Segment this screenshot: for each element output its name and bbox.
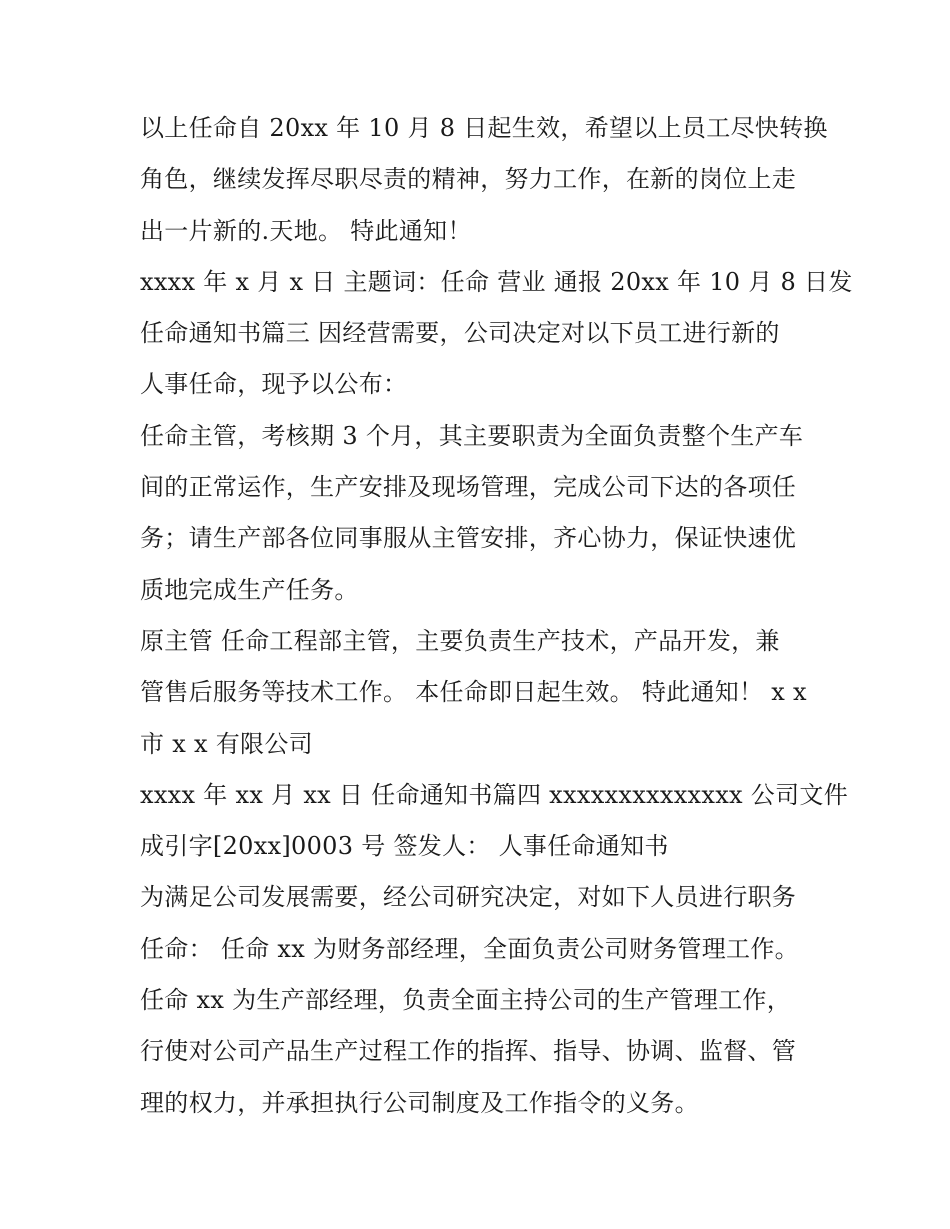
text-line-8: 间的正常运作，生产安排及现场管理，完成公司下达的各项任 (140, 473, 797, 502)
text-line-1: 以上任命自 20xx 年 10 月 8 日起生效，希望以上员工尽快转换 (140, 114, 828, 142)
text-line-3: 出一片新的.天地。 特此通知！ (140, 216, 472, 245)
text-line-14: xxxx 年 xx 月 xx 日 任命通知书篇四 xxxxxxxxxxxxxx 公司文件 (140, 780, 849, 809)
text-line-20: 理的权力，并承担执行公司制度及工作指令的义务。 (140, 1088, 699, 1117)
text-line-19: 行使对公司产品生产过程工作的指挥、指导、协调、监督、管 (140, 1037, 797, 1066)
text-line-13: 市 x x 有限公司 (140, 729, 313, 758)
text-line-4: xxxx 年 x 月 x 日 主题词：任命 营业 通报 20xx 年 10 月 8 日发 (140, 267, 853, 296)
text-line-5: 任命通知书篇三 因经营需要，公司决定对以下员工进行新的 (140, 319, 780, 348)
text-line-10: 质地完成生产任务。 (140, 575, 359, 604)
text-line-16: 为满足公司发展需要，经公司研究决定，对如下人员进行职务 (140, 883, 797, 912)
document-body (140, 103, 853, 1129)
text-line-18: 任命 xx 为生产部经理，负责全面主持公司的生产管理工作， (140, 986, 792, 1015)
text-line-17: 任命： 任命 xx 为财务部经理，全面负责公司财务管理工作。 (140, 934, 799, 963)
text-line-7: 任命主管，考核期 3 个月，其主要职责为全面负责整个生产车 (140, 421, 804, 450)
text-line-11: 原主管 任命工程部主管，主要负责生产技术，产品开发，兼 (140, 626, 780, 655)
text-line-9: 务；请生产部各位同事服从主管安排，齐心协力，保证快速优 (140, 524, 797, 553)
text-line-15: 成引字[20xx]0003 号 签发人： 人事任命通知书 (140, 832, 669, 861)
text-line-6: 人事任命，现予以公布： (140, 370, 408, 399)
text-line-2: 角色，继续发挥尽职尽责的精神，努力工作，在新的岗位上走 (140, 165, 797, 194)
text-line-12: 管售后服务等技术工作。 本任命即日起生效。 特此通知！ x x (140, 678, 807, 707)
